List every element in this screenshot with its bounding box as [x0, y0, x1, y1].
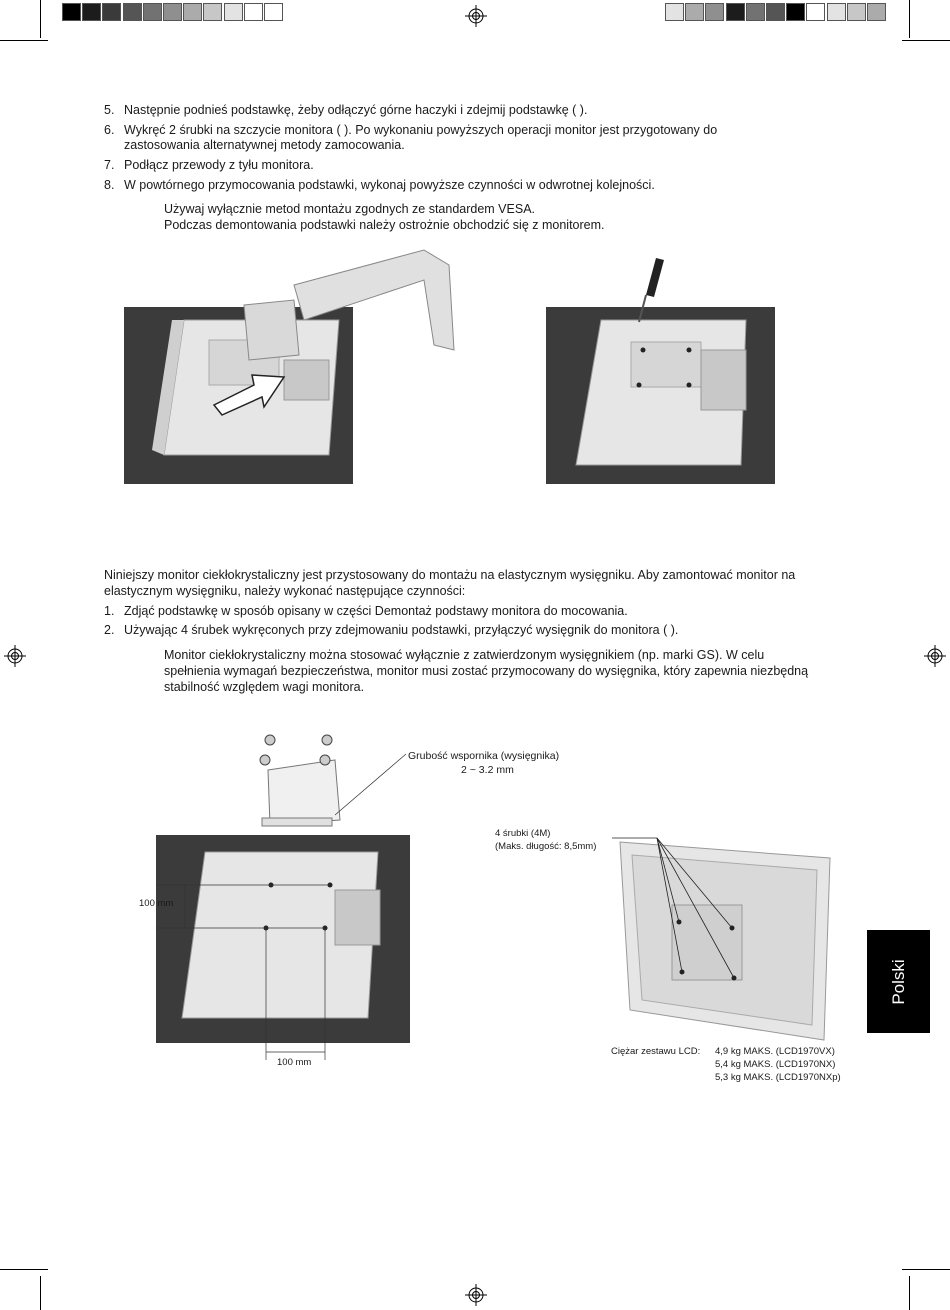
- color-swatch: [183, 3, 202, 21]
- stand-hinge: [244, 300, 299, 360]
- color-swatch: [827, 3, 846, 21]
- step-number: 8.: [104, 178, 115, 192]
- color-swatch: [143, 3, 162, 21]
- vent-grille: [284, 360, 329, 400]
- vent-grille: [701, 350, 746, 410]
- color-swatch: [163, 3, 182, 21]
- registration-mark-icon: [465, 1284, 487, 1306]
- stand-removal-illustration: [124, 245, 464, 485]
- color-swatch: [123, 3, 142, 21]
- crop-mark: [909, 1276, 910, 1310]
- crop-mark: [0, 40, 48, 41]
- crop-mark: [909, 0, 910, 38]
- thickness-value: 2 ~ 3.2 mm: [461, 764, 514, 776]
- intro-text: elastycznym wysięgniku, należy wykonać następujące czynności:: [104, 584, 466, 598]
- note-text: spełnienia wymagań bezpieczeństwa, monitor musi zostać przymocowany do wysięgnika, który zapewnia niezbędną: [164, 664, 809, 678]
- color-swatch: [726, 3, 745, 21]
- weight-value: 5,3 kg MAKS. (LCD1970NXp): [715, 1072, 841, 1083]
- color-swatch: [665, 3, 684, 21]
- language-tab-label: Polski: [888, 958, 908, 1005]
- weight-value: 5,4 kg MAKS. (LCD1970NX): [715, 1059, 836, 1070]
- arm-bracket: [268, 760, 340, 825]
- screw-icon: [320, 755, 330, 765]
- weight-label: Ciężar zestawu LCD:: [611, 1046, 701, 1057]
- intro-text: Niniejszy monitor ciekłokrystaliczny jest przystosowany do montażu na elastycznym wysięgniku. Aby zamontować monitor na: [104, 568, 796, 582]
- bracket-plate: [262, 818, 332, 826]
- color-swatch: [62, 3, 81, 21]
- registration-mark-icon: [924, 645, 946, 667]
- monitor-screws-illustration: [612, 830, 837, 1045]
- thickness-label: Grubość wspornika (wysięgnika): [408, 750, 560, 762]
- unscrew-illustration: [546, 250, 776, 485]
- horizontal-dimension: 100 mm: [277, 1057, 312, 1068]
- color-swatch: [867, 3, 886, 21]
- screw-icon: [687, 348, 692, 353]
- color-swatch: [766, 3, 785, 21]
- registration-mark-icon: [4, 645, 26, 667]
- note-text: stabilność względem wagi monitora.: [164, 680, 365, 694]
- vesa-plate: [672, 905, 742, 980]
- weight-value: 4,9 kg MAKS. (LCD1970VX): [715, 1046, 835, 1057]
- screwdriver-icon: [646, 258, 664, 297]
- color-swatch: [746, 3, 765, 21]
- step-number: 7.: [104, 158, 115, 172]
- screw-icon: [260, 755, 270, 765]
- step-text: Następnie podnieś podstawkę, żeby odłączyć górne haczyki i zdejmij podstawkę ( ).: [124, 103, 588, 117]
- crop-mark: [40, 1276, 41, 1310]
- crop-mark: [40, 0, 41, 38]
- step-number: 2.: [104, 623, 115, 637]
- color-swatch: [224, 3, 243, 21]
- screw-icon: [637, 383, 642, 388]
- screw-icon: [641, 348, 646, 353]
- color-swatch: [847, 3, 866, 21]
- color-swatch: [82, 3, 101, 21]
- note-text: Podczas demontowania podstawki należy ostrożnie obchodzić się z monitorem.: [164, 218, 605, 232]
- step-text: Podłącz przewody z tyłu monitora.: [124, 158, 314, 172]
- step-text: zastosowania alternatywnej metody zamocowania.: [124, 138, 405, 152]
- crop-mark: [0, 1269, 48, 1270]
- step-number: 1.: [104, 604, 115, 618]
- step-text: Używając 4 śrubek wykręconych przy zdejmowaniu podstawki, przyłączyć wysięgnik do monitora ( ).: [124, 623, 679, 637]
- vertical-dimension: 100 mm: [139, 898, 174, 909]
- color-swatch: [264, 3, 283, 21]
- step-number: 5.: [104, 103, 115, 117]
- step-text: Zdjąć podstawkę w sposób opisany w części Demontaż podstawy monitora do mocowania.: [124, 604, 628, 618]
- screws-length: (Maks. długość: 8,5mm): [495, 841, 597, 852]
- color-swatch: [806, 3, 825, 21]
- note-text: Monitor ciekłokrystaliczny można stosować wyłącznie z zatwierdzonym wysięgnikiem (np. marki GS). W celu: [164, 648, 765, 662]
- registration-mark-icon: [465, 5, 487, 27]
- color-swatch: [102, 3, 121, 21]
- vent-grille: [335, 890, 380, 945]
- screw-icon: [265, 735, 275, 745]
- step-number: 6.: [104, 123, 115, 137]
- leader-line: [335, 754, 406, 815]
- color-swatch: [705, 3, 724, 21]
- screws-label: 4 śrubki (4M): [495, 828, 551, 839]
- screw-icon: [687, 383, 692, 388]
- language-tab: [867, 930, 930, 1033]
- crop-mark: [902, 40, 950, 41]
- crop-mark: [902, 1269, 950, 1270]
- step-text: Wykręć 2 śrubki na szczycie monitora ( ). Po wykonaniu powyższych operacji monitor jest przygotowany do: [124, 123, 718, 137]
- screw-icon: [322, 735, 332, 745]
- note-text: Używaj wyłącznie metod montażu zgodnych ze standardem VESA.: [164, 202, 536, 216]
- step-text: W powtórnego przymocowania podstawki, wykonaj powyższe czynności w odwrotnej kolejności.: [124, 178, 655, 192]
- color-swatch: [203, 3, 222, 21]
- color-swatch: [244, 3, 263, 21]
- color-swatch: [685, 3, 704, 21]
- color-swatch: [786, 3, 805, 21]
